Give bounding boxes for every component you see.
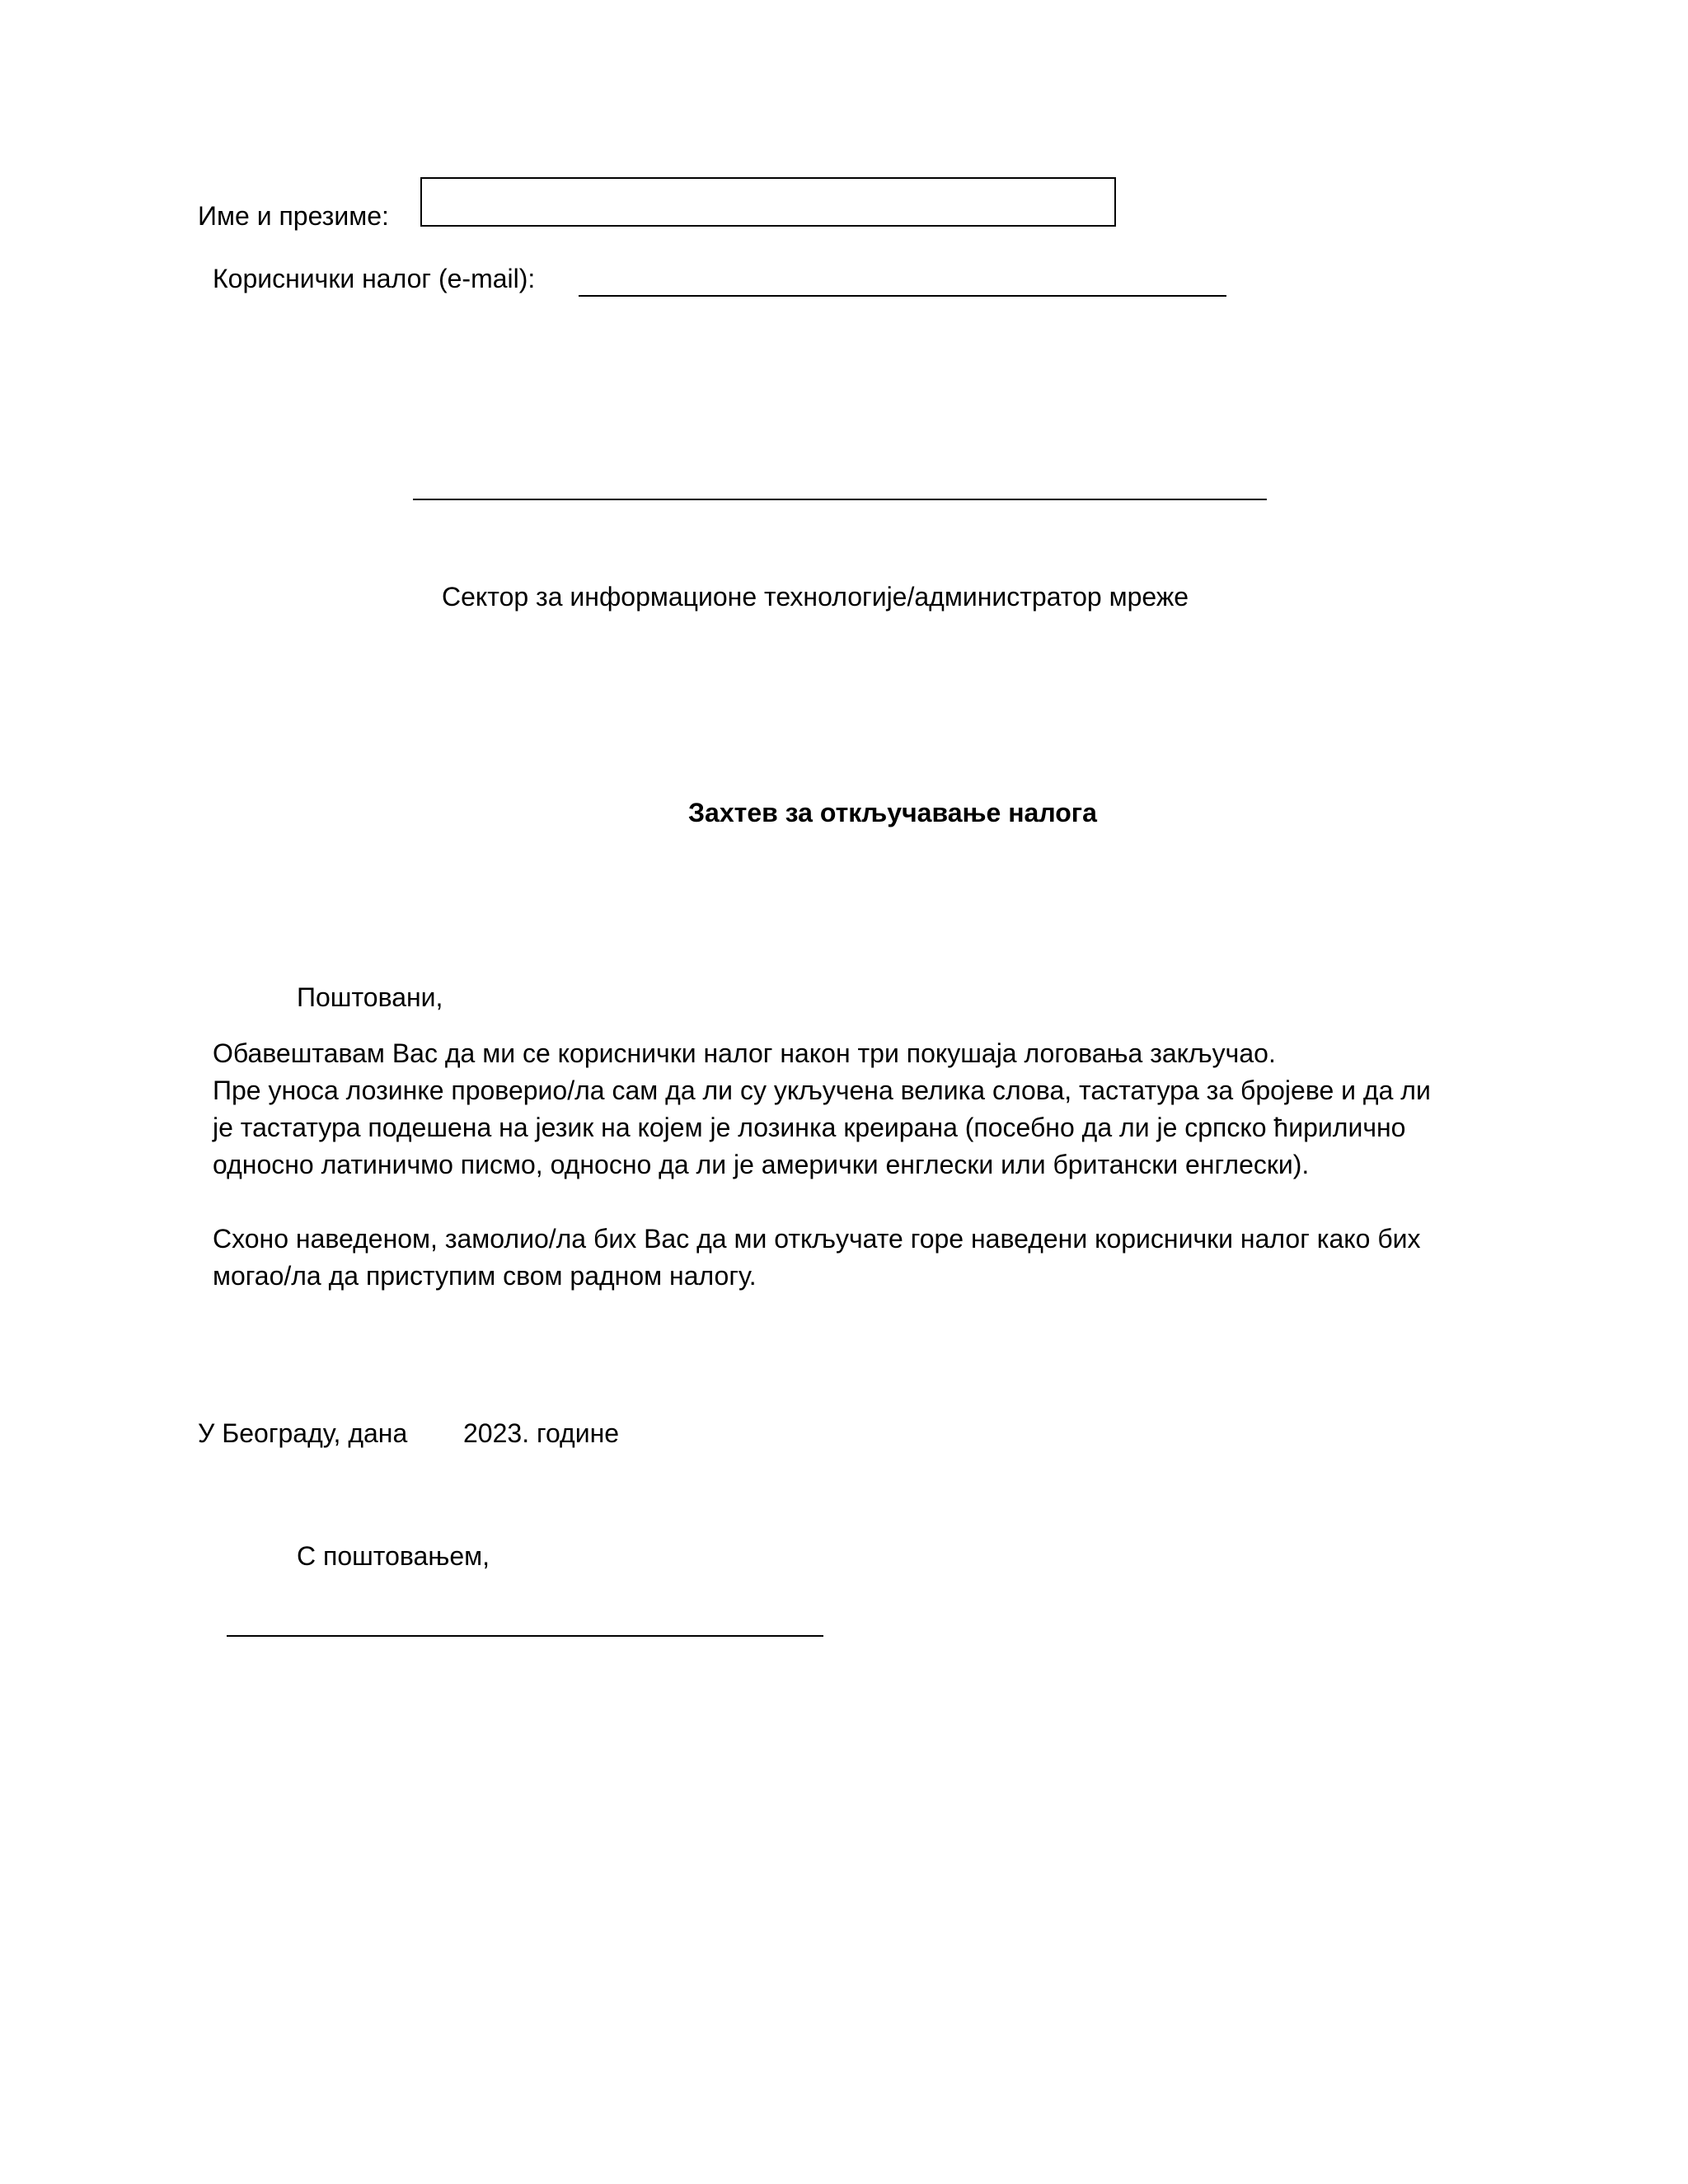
recipient-department: Сектор за информационе технологије/администратор мреже [442,582,1189,612]
body-line: Обавештавам Вас да ми се кориснички налог након три покушаја логовања закључао. [213,1038,1276,1068]
request-body [213,1035,1564,1295]
signature-line[interactable] [227,1635,823,1637]
user-account-field[interactable] [579,295,1226,297]
body-paragraph-notice [213,1035,1564,1183]
closing-text: С поштовањем, [297,1541,490,1571]
date-place-text: У Београду, дана [198,1418,408,1448]
body-line: је тастатура подешена на језик на којем је лозинка креирана (посебно да ли је српско ћирилично [213,1113,1406,1142]
full-name-label: Име и презиме: [198,201,389,231]
full-name-field[interactable] [420,177,1116,227]
body-line: Пре уноса лозинке проверио/ла сам да ли су укључена велика слова, тастатура за бројеве и да ли [213,1076,1431,1105]
body-paragraph-request [213,1221,1564,1295]
paragraph-gap [213,1183,1564,1221]
user-account-label: Кориснички налог (e-mail): [213,264,536,293]
salutation: Поштовани, [297,982,443,1012]
body-line: Схоно наведеном, замолио/ла бих Вас да ми откључате горе наведени кориснички налог како бих [213,1224,1421,1254]
body-line: односно латиничмо писмо, односно да ли је амерички енглески или британски енглески). [213,1150,1310,1179]
recipient-line [413,499,1267,500]
body-line: могао/ла да приступим свом радном налогу. [213,1261,757,1291]
document-title: Захтев за откључавање налога [688,798,1097,827]
date-year-text: 2023. године [463,1418,620,1448]
